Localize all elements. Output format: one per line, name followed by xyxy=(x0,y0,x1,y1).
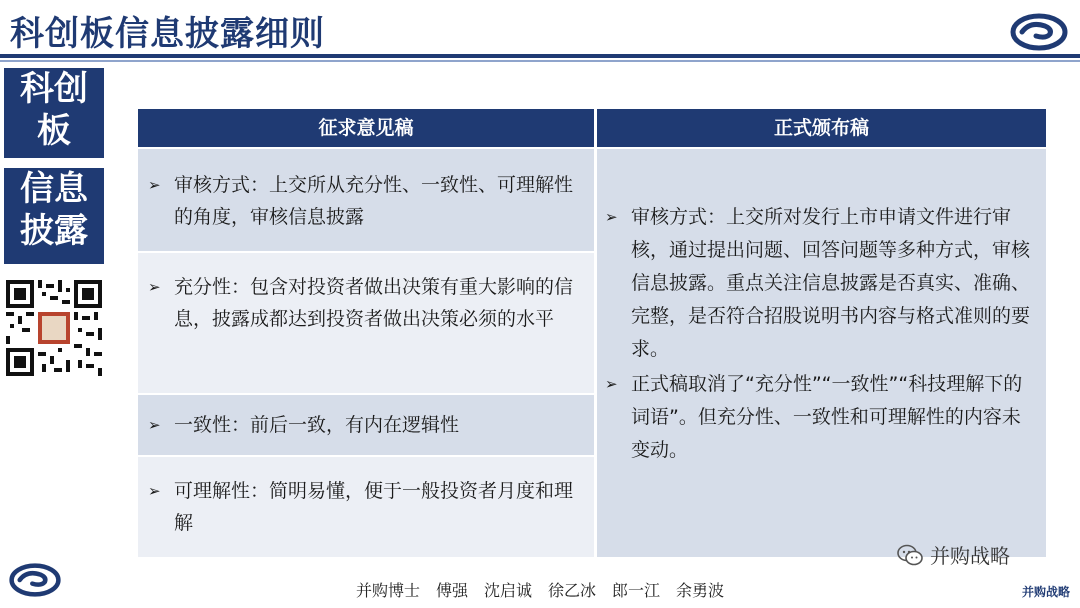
draft-cell-consistency: ➢ 一致性：前后一致，有内在逻辑性 xyxy=(138,395,594,455)
arrow-bullet-icon: ➢ xyxy=(148,482,161,500)
title-rule xyxy=(0,54,1080,58)
qr-code-image xyxy=(6,280,102,376)
brand-small-logo: 并购战略 xyxy=(1021,585,1070,599)
final-item-removed-terms: 正式稿取消了“充分性”“一致性”“科技理解下的词语”。但充分性、一致性和可理解性的内容未变动。 xyxy=(631,373,1023,461)
page-title: 科创板信息披露细则 xyxy=(10,14,325,54)
sidebar-box2-line1: 信息 xyxy=(20,169,88,209)
draft-cell-sufficiency: ➢ 充分性：包含对投资者做出决策有重大影响的信息，披露成都达到投资者做出决策必须的水平 xyxy=(138,253,594,393)
title-rule-thin xyxy=(0,60,1080,62)
wechat-brand xyxy=(896,540,1010,569)
sidebar-box-kechuangban xyxy=(4,68,104,158)
draft-cell-review-method: ➢ 审核方式：上交所从充分性、一致性、可理解性的角度，审核信息披露 xyxy=(138,149,594,251)
brand-name: 并购战略 xyxy=(930,544,1010,568)
table-header-draft: 征求意见稿 xyxy=(138,109,594,147)
sidebar-box1-line1: 科创 xyxy=(20,69,88,109)
arrow-bullet-icon: ➢ xyxy=(605,208,618,226)
table-header-final: 正式颁布稿 xyxy=(597,109,1046,147)
arrow-bullet-icon: ➢ xyxy=(148,416,161,434)
arrow-bullet-icon: ➢ xyxy=(148,278,161,296)
footer-authors: 并购博士 傅强 沈启诚 徐乙冰 郎一江 余勇波 xyxy=(355,581,724,600)
arrow-bullet-icon: ➢ xyxy=(148,176,161,194)
draft-cell-comprehensibility: ➢ 可理解性：简明易懂，便于一般投资者月度和理解 xyxy=(138,457,594,557)
comparison-table xyxy=(138,109,1046,557)
final-cell xyxy=(597,149,1046,557)
sidebar-box-xinxipilu xyxy=(4,168,104,264)
final-item-review-method: 审核方式：上交所对发行上市申请文件进行审核，通过提出问题、回答问题等多种方式，审核信息披露。重点关注信息披露是否真实、准确、完整，是否符合招股说明书内容与格式准则的要求。 xyxy=(631,206,1031,360)
sidebar-box2-line2: 披露 xyxy=(20,211,88,251)
wechat-icon xyxy=(896,543,924,567)
arrow-bullet-icon: ➢ xyxy=(605,375,618,393)
sidebar-box1-line2: 板 xyxy=(37,111,71,151)
swirl-logo-icon xyxy=(1010,12,1068,52)
